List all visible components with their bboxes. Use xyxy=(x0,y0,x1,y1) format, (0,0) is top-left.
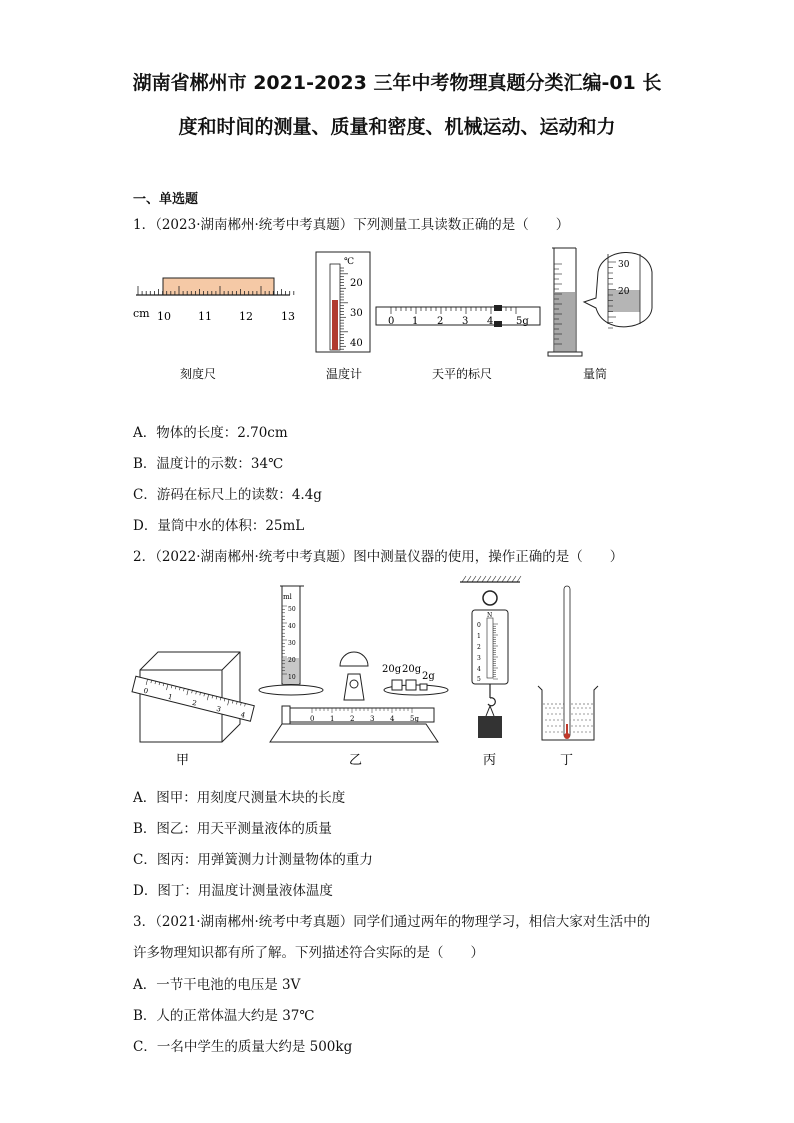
balance-tick-label: 2 xyxy=(350,715,355,723)
liquid-dot xyxy=(557,731,558,732)
spring-tick-label: 5 xyxy=(477,676,481,683)
scale-tick-label: 3 xyxy=(462,316,469,327)
immersed-thermometer xyxy=(564,586,570,738)
ceiling-hatch xyxy=(512,576,516,582)
label-bing: 丙 xyxy=(483,753,497,768)
balance-scale-figure xyxy=(376,305,540,381)
liquid-dot xyxy=(555,725,556,726)
liquid-dot xyxy=(589,707,590,708)
label-yi: 乙 xyxy=(349,753,363,768)
spring-unit: N xyxy=(487,612,493,619)
spring-tick-label: 3 xyxy=(477,655,481,662)
liquid-dot xyxy=(591,713,592,714)
section-heading: 一、单选题 xyxy=(133,192,199,207)
title-line-2: 度和时间的测量、质量和密度、机械运动、运动和力 xyxy=(178,116,616,138)
liquid-dot xyxy=(585,731,586,732)
tilted-ruler-tick-label: 0 xyxy=(142,686,149,696)
q1-option-d: D．量筒中水的体积：25mL xyxy=(133,518,305,534)
q3-stem-line-1: 3．（2021·湖南郴州·统考中考真题）同学们通过两年的物理学习，相信大家对生活中的 xyxy=(133,914,651,930)
cylinder-base xyxy=(548,352,582,356)
liquid-dot xyxy=(573,707,574,708)
thermometer-figure xyxy=(316,252,370,381)
beaker-figure xyxy=(538,586,598,768)
liquid-dot xyxy=(591,725,592,726)
thermometer-frame xyxy=(316,252,370,352)
pointer-dial xyxy=(340,652,368,666)
title-line-1: 湖南省郴州市 2021-2023 三年中考物理真题分类汇编-01 长 xyxy=(132,72,662,94)
liquid-dot xyxy=(579,725,580,726)
label-ding: 丁 xyxy=(560,753,574,768)
liquid-dot xyxy=(581,731,582,732)
q2-option-a: A．图甲：用刻度尺测量木块的长度 xyxy=(133,790,346,806)
balance-figure xyxy=(259,586,448,768)
q2-option-b: B．图乙：用天平测量液体的质量 xyxy=(133,821,332,837)
rider-bottom xyxy=(494,321,502,327)
q3-stem-line-2: 许多物理知识都有所了解。下列描述符合实际的是（ ） xyxy=(133,945,484,961)
liquid-dot xyxy=(559,725,560,726)
ruler-tick-label: 13 xyxy=(281,310,295,323)
liquid-dot xyxy=(581,719,582,720)
liquid-dot xyxy=(589,731,590,732)
balance-tick-label: 0 xyxy=(310,715,315,723)
q1-figure xyxy=(130,244,660,384)
q1-option-b: B．温度计的示数：34℃ xyxy=(133,456,284,472)
left-pan xyxy=(259,685,323,695)
liquid-dot xyxy=(561,719,562,720)
spring-tick-label: 4 xyxy=(477,666,481,673)
zoom-tick-label: 20 xyxy=(618,287,630,297)
spring-scale-figure xyxy=(460,576,521,768)
spring-tick-label: 0 xyxy=(477,622,481,629)
ruler-tick-label: 11 xyxy=(198,310,212,323)
ruler-tick-label: 10 xyxy=(157,310,171,323)
scale-tick-label: 1 xyxy=(412,316,419,327)
thermo-tick-label: 30 xyxy=(350,308,363,319)
liquid-dot xyxy=(545,731,546,732)
liquid-dot xyxy=(549,731,550,732)
liquid-dot xyxy=(577,731,578,732)
liquid-dot xyxy=(561,707,562,708)
liquid-dot xyxy=(557,707,558,708)
liquid-dot xyxy=(547,713,548,714)
tilted-ruler-tick-label: 3 xyxy=(215,704,222,714)
label-balance-scale: 天平的标尺 xyxy=(432,367,493,381)
ceiling-hatch xyxy=(492,576,496,582)
weight-20g-b xyxy=(406,680,416,690)
q3-option-a: A．一节干电池的电压是 3V xyxy=(133,977,301,993)
liquid-dot xyxy=(551,725,552,726)
rider-top xyxy=(494,305,502,311)
weight-2g xyxy=(420,684,427,690)
liquid-dot xyxy=(577,719,578,720)
tilted-ruler-tick-label: 2 xyxy=(191,698,198,708)
thermometer-liquid xyxy=(332,300,338,350)
q2-option-c: C．图丙：用弹簧测力计测量物体的重力 xyxy=(133,852,373,868)
q1-option-c: C．游码在标尺上的读数：4.4g xyxy=(133,487,322,503)
liquid-dot xyxy=(575,713,576,714)
top-ring xyxy=(483,591,497,605)
tilted-ruler-tick-label: 4 xyxy=(239,710,247,720)
q2-cyl-tick-label: 10 xyxy=(288,674,296,681)
liquid-dot xyxy=(587,713,588,714)
liquid-dot xyxy=(573,719,574,720)
q2-figure xyxy=(130,574,610,774)
q2-cyl-tick-label: 20 xyxy=(288,657,296,664)
spring-tick-label: 2 xyxy=(477,644,481,651)
ceiling-hatch xyxy=(477,576,481,582)
liquid-dot xyxy=(579,713,580,714)
weight-label: 2g xyxy=(422,671,435,682)
scale-tick-label: 0 xyxy=(388,316,395,327)
measured-object xyxy=(163,278,274,295)
thermo-unit: ℃ xyxy=(344,257,355,267)
liquid-dot xyxy=(545,719,546,720)
liquid-dot xyxy=(581,707,582,708)
q2-cyl-tick-label: 30 xyxy=(288,640,296,647)
ceiling-hatch xyxy=(462,576,466,582)
liquid-dot xyxy=(585,707,586,708)
ceiling-hatch xyxy=(502,576,506,582)
q2-option-d: D．图丁：用温度计测量液体温度 xyxy=(133,883,333,899)
balance-tick-label: 3 xyxy=(370,715,375,723)
weight-label: 20g xyxy=(402,664,422,675)
cylinder-water xyxy=(555,292,575,352)
balance-base xyxy=(270,724,438,742)
q2-stem: 2．（2022·湖南郴州·统考中考真题）图中测量仪器的使用，操作正确的是（ ） xyxy=(133,549,624,565)
scale-tick-label: 2 xyxy=(437,316,444,327)
ruler-unit: cm xyxy=(133,307,150,320)
liquid-dot xyxy=(575,725,576,726)
hanging-block xyxy=(478,716,502,738)
ceiling-hatch xyxy=(467,576,471,582)
liquid-dot xyxy=(583,725,584,726)
thermo-tick-label: 40 xyxy=(350,338,363,349)
tilted-ruler-tick-label: 1 xyxy=(166,692,174,702)
ceiling-hatch xyxy=(472,576,476,582)
scale-tick-label: 5g xyxy=(516,316,529,327)
q2-cyl-tick-label: 40 xyxy=(288,623,296,630)
q2-cyl-tick-label: 50 xyxy=(288,606,296,613)
liquid-dot xyxy=(545,707,546,708)
balance-tick-label: 5g xyxy=(410,715,419,723)
liquid-dot xyxy=(583,713,584,714)
q2-cylinder-unit: ml xyxy=(283,593,292,601)
weight-label: 20g xyxy=(382,664,402,675)
block-string xyxy=(486,706,494,716)
liquid-dot xyxy=(549,707,550,708)
liquid-dot xyxy=(553,731,554,732)
liquid-dot xyxy=(557,719,558,720)
balance-tick-label: 1 xyxy=(330,715,335,723)
liquid-dot xyxy=(589,719,590,720)
ceiling-hatch xyxy=(507,576,511,582)
weight-20g-a xyxy=(392,680,402,690)
thermo-tick-label: 20 xyxy=(350,278,363,289)
rider xyxy=(282,706,290,724)
label-ruler: 刻度尺 xyxy=(180,367,217,381)
liquid-dot xyxy=(555,713,556,714)
liquid-dot xyxy=(561,731,562,732)
cylinder-figure xyxy=(548,248,652,381)
liquid-dot xyxy=(553,719,554,720)
liquid-dot xyxy=(571,725,572,726)
spring-tick-label: 1 xyxy=(477,633,481,640)
liquid-dot xyxy=(547,725,548,726)
liquid-dot xyxy=(577,707,578,708)
liquid-dot xyxy=(549,719,550,720)
spring-slot xyxy=(487,618,493,678)
liquid-dot xyxy=(571,713,572,714)
zoom-tick-label: 30 xyxy=(618,260,630,270)
q3-option-b: B．人的正常体温大约是 37℃ xyxy=(133,1008,315,1024)
label-cylinder: 量筒 xyxy=(583,367,608,381)
liquid-dot xyxy=(559,713,560,714)
ceiling-hatch xyxy=(487,576,491,582)
balance-tick-label: 4 xyxy=(390,715,395,723)
q1-stem: 1．（2023·湖南郴州·统考中考真题）下列测量工具读数正确的是（ ） xyxy=(133,217,570,233)
spring-hook xyxy=(488,698,495,706)
ceiling-hatch xyxy=(497,576,501,582)
ceiling-hatch xyxy=(482,576,486,582)
label-thermometer: 温度计 xyxy=(326,367,363,381)
liquid-dot xyxy=(551,713,552,714)
balance-pivot xyxy=(350,680,358,688)
scale-tick-label: 4 xyxy=(487,316,494,327)
block-ruler-figure xyxy=(132,652,254,768)
q1-option-a: A．物体的长度：2.70cm xyxy=(133,425,288,441)
liquid-dot xyxy=(587,725,588,726)
q3-option-c: C．一名中学生的质量大约是 500kg xyxy=(133,1039,353,1055)
label-jia: 甲 xyxy=(176,753,190,768)
liquid-dot xyxy=(553,707,554,708)
ceiling-hatch xyxy=(517,576,521,582)
liquid-dot xyxy=(585,719,586,720)
liquid-dot xyxy=(573,731,574,732)
ruler-tick-label: 12 xyxy=(239,310,253,323)
ruler-figure xyxy=(133,278,295,381)
